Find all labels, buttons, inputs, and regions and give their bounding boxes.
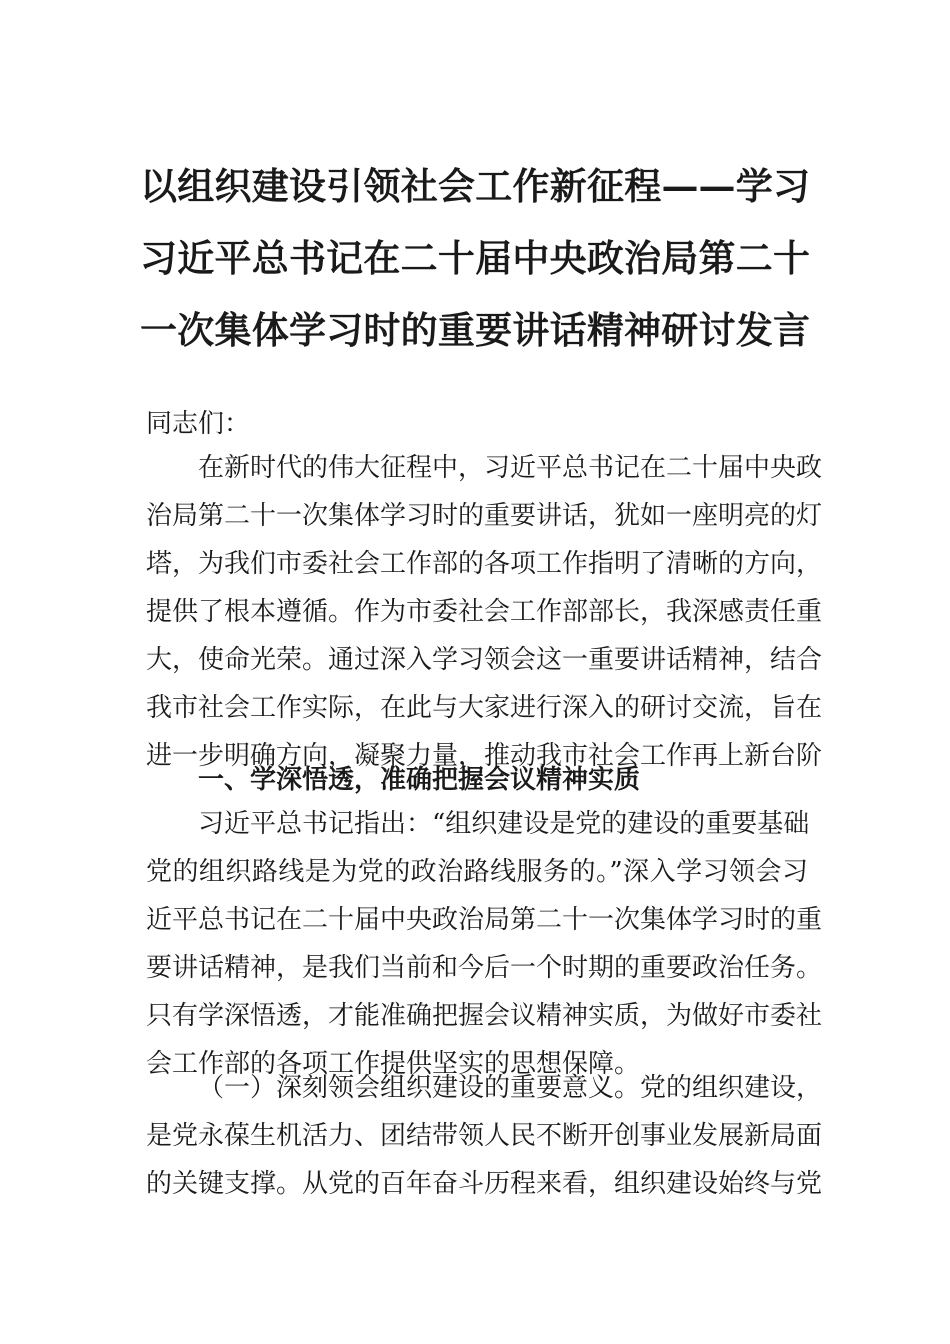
paragraph-line: 党的组织路线是为党的政治路线服务的。”深入学习领会习 xyxy=(146,857,808,887)
subsection-lead-text: 党的组织建设， xyxy=(640,1073,823,1103)
section-heading-1 xyxy=(146,756,808,804)
paragraph-line: 的关键支撑。从党的百年奋斗历程来看，组织建设始终与党 xyxy=(146,1169,823,1199)
salutation-text: 同志们： xyxy=(146,409,251,439)
title-line-3: 一次集体学习时的重要讲话精神研讨发言 xyxy=(140,308,810,352)
paragraph-line: 只有学深悟透，才能准确把握会议精神实质，为做好市委社 xyxy=(146,1001,823,1031)
paragraph-line: 在新时代的伟大征程中，习近平总书记在二十届中央政 xyxy=(198,453,823,483)
paragraph-line: 习近平总书记指出：“组织建设是党的建设的重要基础 xyxy=(198,809,810,839)
title-line-1: 以组织建设引领社会工作新征程——学习 xyxy=(140,164,810,208)
document-title xyxy=(140,150,810,366)
subsection-heading-text: （一）深刻领会组织建设的重要意义。 xyxy=(198,1073,641,1103)
paragraph-line: 治局第二十一次集体学习时的重要讲话，犹如一座明亮的灯 xyxy=(146,501,823,531)
paragraph-line: 塔，为我们市委社会工作部的各项工作指明了清晰的方向， xyxy=(146,549,823,579)
paragraph-line: 进一步明确方向，凝聚力量，推动我市社会工作再上新台阶 xyxy=(146,741,823,771)
salutation xyxy=(146,400,808,448)
paragraph-line: 会工作部的各项工作提供坚实的思想保障。 xyxy=(146,1049,641,1079)
paragraph-line: 近平总书记在二十届中央政治局第二十一次集体学习时的重 xyxy=(146,905,823,935)
section-heading-text: 一、学深悟透，准确把握会议精神实质 xyxy=(198,765,641,795)
subsection-first-line xyxy=(146,1064,823,1112)
paragraph-line: 要讲话精神，是我们当前和今后一个时期的重要政治任务。 xyxy=(146,953,823,983)
paragraph-line: 大，使命光荣。通过深入学习领会这一重要讲话精神，结合 xyxy=(146,645,823,675)
paragraph-line: 提供了根本遵循。作为市委社会工作部部长，我深感责任重 xyxy=(146,597,823,627)
paragraph-subsection1 xyxy=(146,1064,823,1208)
paragraph-line: 是党永葆生机活力、团结带领人民不断开创事业发展新局面 xyxy=(146,1121,823,1151)
paragraph-line: 我市社会工作实际，在此与大家进行深入的研讨交流，旨在 xyxy=(146,693,823,723)
paragraph-intro xyxy=(146,444,823,780)
title-line-2: 习近平总书记在二十届中央政治局第二十 xyxy=(140,236,810,280)
